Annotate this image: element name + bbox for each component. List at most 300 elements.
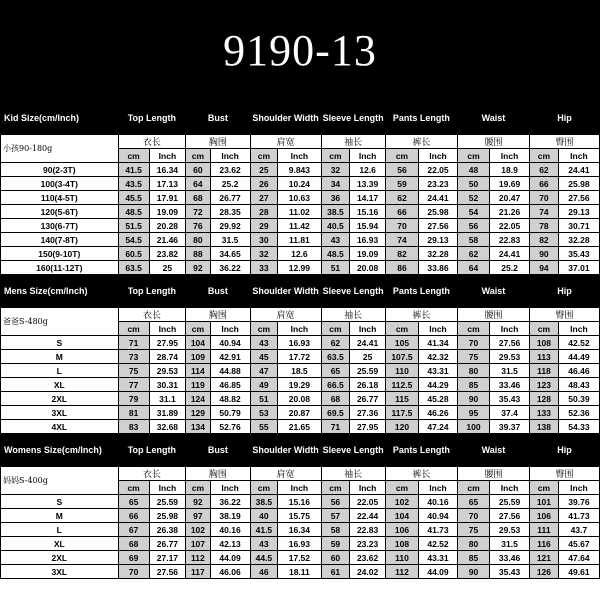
value-inch: 29.13 [558, 205, 599, 219]
value-inch: 29.53 [490, 523, 530, 537]
value-cm: 101 [530, 495, 559, 509]
value-inch: 16.34 [149, 163, 186, 177]
value-inch: 20.47 [490, 191, 530, 205]
value-inch: 16.34 [278, 523, 321, 537]
section-header-row [1, 275, 600, 308]
value-inch: 45.28 [419, 392, 458, 406]
unit-inch: Inch [278, 322, 321, 336]
value-cm: 65 [118, 495, 149, 509]
unit-inch: Inch [558, 322, 599, 336]
value-cm: 70 [530, 191, 559, 205]
value-inch: 30.71 [558, 219, 599, 233]
unit-inch: Inch [490, 481, 530, 495]
value-cm: 88 [186, 247, 210, 261]
value-cm: 112.5 [385, 378, 418, 392]
value-inch: 43.7 [558, 523, 599, 537]
column-header-cn: 衣长 [118, 308, 186, 322]
size-label: 150(9-10T) [1, 247, 119, 261]
value-inch: 23.23 [350, 537, 385, 551]
value-inch: 47.24 [419, 420, 458, 434]
value-cm: 57 [321, 509, 350, 523]
value-inch: 24.41 [558, 163, 599, 177]
unit-cm: cm [250, 481, 278, 495]
value-inch: 44.88 [210, 364, 250, 378]
value-cm: 80 [457, 364, 489, 378]
column-header: Sleeve Length [321, 434, 385, 467]
value-cm: 33 [250, 261, 278, 275]
table-row [1, 205, 600, 219]
value-cm: 69.5 [321, 406, 350, 420]
value-inch: 35.43 [490, 392, 530, 406]
value-cm: 66 [118, 509, 149, 523]
column-header-cn: 肩宽 [250, 308, 321, 322]
value-cm: 43 [250, 537, 278, 551]
unit-cm: cm [457, 149, 489, 163]
value-cm: 65 [457, 495, 489, 509]
value-inch: 17.52 [278, 551, 321, 565]
table-row [1, 565, 600, 579]
unit-cm: cm [385, 149, 418, 163]
value-inch: 26.77 [149, 537, 186, 551]
value-cm: 82 [530, 233, 559, 247]
value-cm: 48.5 [118, 205, 149, 219]
value-inch: 17.72 [278, 350, 321, 364]
column-header: Shoulder Width [250, 102, 321, 135]
value-cm: 38.5 [250, 495, 278, 509]
unit-cm: cm [186, 481, 210, 495]
value-cm: 59 [321, 537, 350, 551]
value-cm: 75 [457, 523, 489, 537]
unit-inch: Inch [278, 481, 321, 495]
value-cm: 108 [385, 537, 418, 551]
section-header-row [1, 102, 600, 135]
value-inch: 43.31 [419, 551, 458, 565]
value-inch: 11.81 [278, 233, 321, 247]
value-inch: 13.39 [350, 177, 385, 191]
value-inch: 27.56 [490, 509, 530, 523]
value-cm: 71 [321, 420, 350, 434]
value-cm: 29 [250, 219, 278, 233]
value-inch: 31.5 [210, 233, 250, 247]
column-header: Waist [457, 102, 529, 135]
value-cm: 48 [457, 163, 489, 177]
value-inch: 20.28 [149, 219, 186, 233]
value-inch: 25.59 [350, 364, 385, 378]
unit-cm: cm [530, 322, 559, 336]
value-cm: 82 [385, 247, 418, 261]
column-header: Shoulder Width [250, 434, 321, 467]
value-inch: 48.43 [558, 378, 599, 392]
unit-cm: cm [321, 481, 350, 495]
value-inch: 25.98 [558, 177, 599, 191]
value-inch: 35.43 [558, 247, 599, 261]
value-cm: 90 [457, 392, 489, 406]
value-cm: 70 [457, 509, 489, 523]
value-cm: 120 [385, 420, 418, 434]
unit-cm: cm [321, 149, 350, 163]
value-inch: 20.08 [350, 261, 385, 275]
value-inch: 17.13 [149, 177, 186, 191]
value-cm: 66 [530, 177, 559, 191]
value-inch: 40.16 [210, 523, 250, 537]
column-header-cn: 胸围 [186, 467, 250, 481]
size-label: L [1, 364, 119, 378]
section-label: Womens Size(cm/Inch) [1, 434, 119, 467]
value-cm: 107.5 [385, 350, 418, 364]
value-cm: 38.5 [321, 205, 350, 219]
value-cm: 80 [186, 233, 210, 247]
value-cm: 68 [118, 537, 149, 551]
value-cm: 109 [186, 350, 210, 364]
column-header: Sleeve Length [321, 102, 385, 135]
value-inch: 47.64 [558, 551, 599, 565]
value-cm: 78 [530, 219, 559, 233]
value-inch: 44.09 [419, 565, 458, 579]
value-cm: 51 [250, 392, 278, 406]
value-cm: 126 [530, 565, 559, 579]
value-cm: 56 [385, 163, 418, 177]
value-cm: 66 [385, 205, 418, 219]
unit-cm: cm [457, 481, 489, 495]
column-header: Pants Length [385, 434, 457, 467]
unit-inch: Inch [419, 322, 458, 336]
value-inch: 21.46 [149, 233, 186, 247]
value-cm: 66.5 [321, 378, 350, 392]
value-cm: 70 [118, 565, 149, 579]
value-inch: 18.5 [278, 364, 321, 378]
size-label: XL [1, 378, 119, 392]
value-inch: 26.18 [350, 378, 385, 392]
table-row [1, 336, 600, 350]
table-row [1, 406, 600, 420]
unit-inch: Inch [490, 149, 530, 163]
value-cm: 123 [530, 378, 559, 392]
column-header: Waist [457, 275, 529, 308]
value-cm: 41.5 [118, 163, 149, 177]
section-cn-row [1, 467, 600, 481]
value-cm: 47 [250, 364, 278, 378]
value-cm: 40.5 [321, 219, 350, 233]
unit-inch: Inch [278, 149, 321, 163]
value-cm: 121 [530, 551, 559, 565]
value-inch: 42.91 [210, 350, 250, 364]
value-inch: 25.98 [149, 509, 186, 523]
value-inch: 16.93 [278, 336, 321, 350]
value-inch: 40.16 [419, 495, 458, 509]
value-cm: 107 [186, 537, 210, 551]
value-inch: 42.32 [419, 350, 458, 364]
section-sublabel: 妈妈S-400g [1, 467, 119, 495]
column-header-cn: 肩宽 [250, 135, 321, 149]
value-cm: 46 [250, 565, 278, 579]
size-label: 110(4-5T) [1, 191, 119, 205]
value-cm: 43.5 [118, 177, 149, 191]
value-cm: 62 [385, 191, 418, 205]
value-inch: 23.62 [350, 551, 385, 565]
column-header: Top Length [118, 434, 186, 467]
column-header-cn: 胸围 [186, 135, 250, 149]
size-label: S [1, 336, 119, 350]
value-cm: 54 [457, 205, 489, 219]
value-cm: 106 [385, 523, 418, 537]
column-header-cn: 裤长 [385, 467, 457, 481]
value-inch: 39.37 [490, 420, 530, 434]
column-header-cn: 裤长 [385, 308, 457, 322]
value-cm: 60 [321, 551, 350, 565]
value-cm: 117 [186, 565, 210, 579]
table-row [1, 378, 600, 392]
section-cn-row [1, 308, 600, 322]
value-inch: 27.56 [490, 336, 530, 350]
section-cn-row [1, 135, 600, 149]
value-cm: 77 [118, 378, 149, 392]
value-cm: 52 [457, 191, 489, 205]
value-inch: 44.49 [558, 350, 599, 364]
value-inch: 42.13 [210, 537, 250, 551]
table-row [1, 191, 600, 205]
value-cm: 51 [321, 261, 350, 275]
unit-inch: Inch [558, 149, 599, 163]
value-inch: 42.52 [419, 537, 458, 551]
value-inch: 10.24 [278, 177, 321, 191]
value-inch: 41.73 [558, 509, 599, 523]
value-inch: 28.35 [210, 205, 250, 219]
value-cm: 54.5 [118, 233, 149, 247]
table-row [1, 163, 600, 177]
value-inch: 32.28 [419, 247, 458, 261]
value-inch: 36.22 [210, 261, 250, 275]
value-cm: 51.5 [118, 219, 149, 233]
value-cm: 43 [321, 233, 350, 247]
value-inch: 15.16 [278, 495, 321, 509]
section-sublabel: 小孩90-180g [1, 135, 119, 163]
value-cm: 138 [530, 420, 559, 434]
column-header-cn: 袖长 [321, 308, 385, 322]
table-row [1, 523, 600, 537]
value-inch: 27.56 [419, 219, 458, 233]
value-cm: 85 [457, 378, 489, 392]
table-row [1, 420, 600, 434]
value-cm: 45 [250, 350, 278, 364]
value-cm: 55 [250, 420, 278, 434]
value-inch: 24.41 [419, 191, 458, 205]
table-row [1, 509, 600, 523]
value-cm: 74 [530, 205, 559, 219]
size-label: 90(2-3T) [1, 163, 119, 177]
value-cm: 45.5 [118, 191, 149, 205]
value-cm: 68 [186, 191, 210, 205]
value-inch: 39.76 [558, 495, 599, 509]
value-cm: 113 [530, 350, 559, 364]
value-inch: 23.82 [149, 247, 186, 261]
value-inch: 52.36 [558, 406, 599, 420]
value-cm: 104 [385, 509, 418, 523]
value-inch: 24.41 [350, 336, 385, 350]
table-row [1, 177, 600, 191]
value-inch: 20.08 [278, 392, 321, 406]
size-label: 120(5-6T) [1, 205, 119, 219]
value-cm: 56 [321, 495, 350, 509]
value-cm: 134 [186, 420, 210, 434]
value-cm: 92 [186, 261, 210, 275]
size-table [0, 101, 600, 579]
value-inch: 25 [350, 350, 385, 364]
value-cm: 72 [186, 205, 210, 219]
value-cm: 75 [457, 350, 489, 364]
value-inch: 22.83 [490, 233, 530, 247]
value-cm: 90 [457, 565, 489, 579]
value-cm: 59 [385, 177, 418, 191]
value-inch: 14.17 [350, 191, 385, 205]
value-inch: 46.85 [210, 378, 250, 392]
column-header-cn: 袖长 [321, 467, 385, 481]
unit-inch: Inch [210, 481, 250, 495]
unit-inch: Inch [419, 481, 458, 495]
value-inch: 38.19 [210, 509, 250, 523]
value-inch: 49.61 [558, 565, 599, 579]
table-row [1, 551, 600, 565]
table-row [1, 350, 600, 364]
size-label: 100(3-4T) [1, 177, 119, 191]
value-inch: 19.09 [350, 247, 385, 261]
unit-inch: Inch [350, 149, 385, 163]
value-cm: 90 [530, 247, 559, 261]
value-inch: 52.76 [210, 420, 250, 434]
table-row [1, 247, 600, 261]
size-label: 2XL [1, 392, 119, 406]
unit-cm: cm [250, 149, 278, 163]
value-inch: 25.2 [210, 177, 250, 191]
section-sublabel: 爸爸S-480g [1, 308, 119, 336]
value-cm: 69 [118, 551, 149, 565]
value-inch: 31.5 [490, 537, 530, 551]
value-cm: 30 [250, 233, 278, 247]
value-cm: 74 [385, 233, 418, 247]
value-inch: 12.6 [278, 247, 321, 261]
value-inch: 19.09 [149, 205, 186, 219]
value-inch: 11.42 [278, 219, 321, 233]
value-inch: 12.6 [350, 163, 385, 177]
value-inch: 44.09 [210, 551, 250, 565]
column-header: Bust [186, 102, 250, 135]
value-inch: 48.82 [210, 392, 250, 406]
value-cm: 114 [186, 364, 210, 378]
value-inch: 21.65 [278, 420, 321, 434]
value-inch: 29.53 [490, 350, 530, 364]
value-inch: 22.05 [490, 219, 530, 233]
unit-cm: cm [530, 149, 559, 163]
value-inch: 35.43 [490, 565, 530, 579]
unit-inch: Inch [149, 322, 186, 336]
value-cm: 48.5 [321, 247, 350, 261]
table-row [1, 233, 600, 247]
value-cm: 116 [530, 537, 559, 551]
table-row [1, 495, 600, 509]
value-cm: 73 [118, 350, 149, 364]
column-header-cn: 衣长 [118, 467, 186, 481]
value-inch: 41.73 [419, 523, 458, 537]
value-inch: 16.93 [278, 537, 321, 551]
value-inch: 24.02 [350, 565, 385, 579]
value-cm: 102 [385, 495, 418, 509]
value-cm: 62 [530, 163, 559, 177]
value-cm: 95 [457, 406, 489, 420]
value-cm: 133 [530, 406, 559, 420]
value-cm: 41.5 [250, 523, 278, 537]
value-cm: 83 [118, 420, 149, 434]
table-row [1, 392, 600, 406]
value-inch: 54.33 [558, 420, 599, 434]
value-inch: 25 [149, 261, 186, 275]
value-inch: 31.1 [149, 392, 186, 406]
value-inch: 18.11 [278, 565, 321, 579]
value-cm: 86 [385, 261, 418, 275]
unit-inch: Inch [210, 322, 250, 336]
value-inch: 25.98 [419, 205, 458, 219]
value-inch: 24.41 [490, 247, 530, 261]
value-inch: 18.9 [490, 163, 530, 177]
value-inch: 27.56 [149, 565, 186, 579]
value-inch: 27.95 [149, 336, 186, 350]
size-label: 140(7-8T) [1, 233, 119, 247]
value-cm: 110 [385, 551, 418, 565]
value-cm: 68 [321, 392, 350, 406]
unit-cm: cm [457, 322, 489, 336]
value-inch: 27.95 [350, 420, 385, 434]
value-inch: 29.92 [210, 219, 250, 233]
column-header-cn: 衣长 [118, 135, 186, 149]
column-header: Hip [530, 275, 600, 308]
value-inch: 27.56 [558, 191, 599, 205]
value-cm: 67 [118, 523, 149, 537]
value-inch: 40.94 [210, 336, 250, 350]
value-inch: 40.94 [419, 509, 458, 523]
value-inch: 28.74 [149, 350, 186, 364]
value-inch: 15.75 [278, 509, 321, 523]
table-row [1, 219, 600, 233]
value-cm: 27 [250, 191, 278, 205]
value-cm: 25 [250, 163, 278, 177]
table-row [1, 261, 600, 275]
value-cm: 104 [186, 336, 210, 350]
value-cm: 58 [457, 233, 489, 247]
value-inch: 33.46 [490, 551, 530, 565]
unit-inch: Inch [149, 149, 186, 163]
unit-cm: cm [321, 322, 350, 336]
value-cm: 128 [530, 392, 559, 406]
size-label: 4XL [1, 420, 119, 434]
unit-inch: Inch [490, 322, 530, 336]
unit-cm: cm [250, 322, 278, 336]
value-cm: 124 [186, 392, 210, 406]
value-inch: 45.67 [558, 537, 599, 551]
unit-cm: cm [385, 481, 418, 495]
value-cm: 102 [186, 523, 210, 537]
value-inch: 12.99 [278, 261, 321, 275]
value-inch: 16.93 [350, 233, 385, 247]
value-inch: 31.89 [149, 406, 186, 420]
column-header: Pants Length [385, 275, 457, 308]
value-inch: 46.46 [558, 364, 599, 378]
value-cm: 112 [186, 551, 210, 565]
column-header: Bust [186, 275, 250, 308]
value-cm: 56 [457, 219, 489, 233]
column-header-cn: 腰围 [457, 467, 529, 481]
value-cm: 129 [186, 406, 210, 420]
unit-inch: Inch [149, 481, 186, 495]
value-cm: 97 [186, 509, 210, 523]
value-inch: 34.65 [210, 247, 250, 261]
